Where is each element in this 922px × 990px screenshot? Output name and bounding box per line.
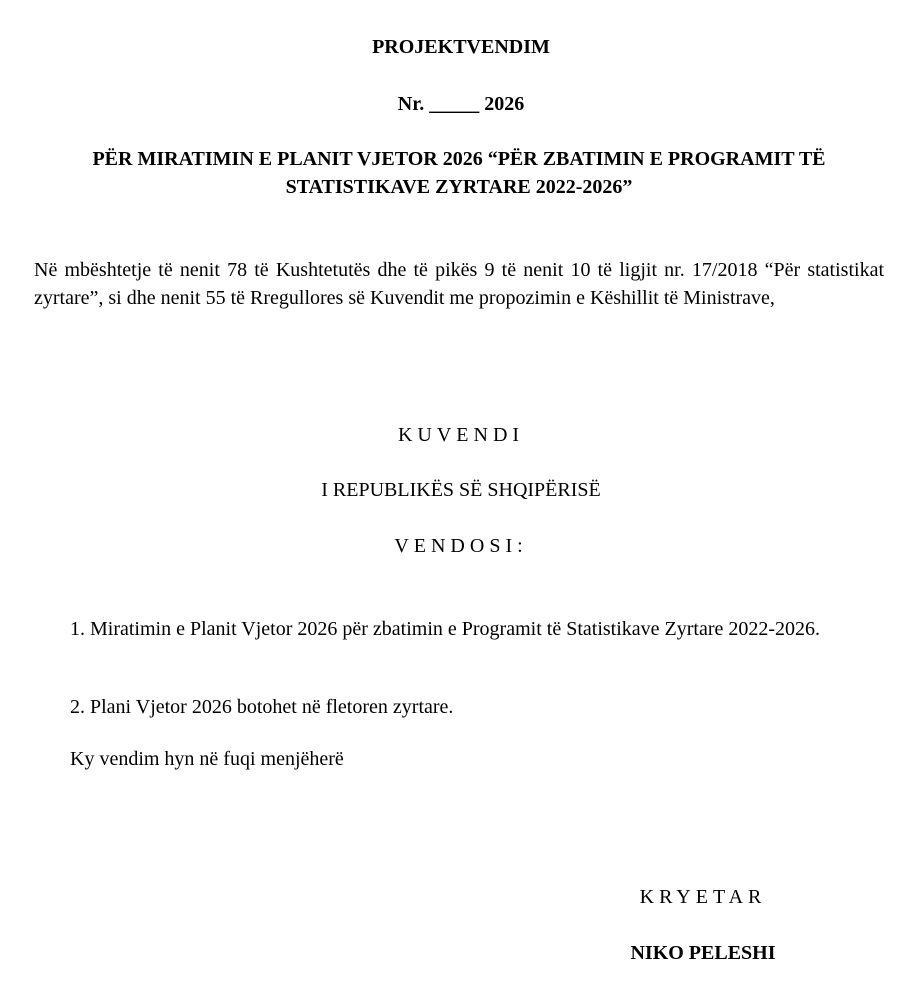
preamble-paragraph: Në mbështetje të nenit 78 të Kushtetutës dhe të pikës 9 të nenit 10 të ligjit nr. 17/2018 “Për statistikat zyrtare”, si dhe nenit 55 të Rregullores së Kuvendit me propozimin e Këshillit të Ministrave,	[34, 259, 884, 309]
signature-name: NIKO PELESHI	[630, 942, 776, 964]
republic-name: I REPUBLIKËS SË SHQIPËRISË	[321, 479, 601, 501]
signature-role: KRYETAR	[639, 886, 767, 908]
effect-statement: Ky vendim hyn në fuqi menjëherë	[70, 748, 344, 770]
document-heading: PROJEKTVENDIM	[372, 36, 550, 58]
decides-heading: VENDOSI:	[394, 535, 528, 557]
document-number: Nr. _____ 2026	[397, 93, 525, 115]
document-title: PËR MIRATIMIN E PLANIT VJETOR 2026 “PËR ZBATIMIN E PROGRAMIT TË STATISTIKAVE ZYRTARE 2022-2026”	[92, 148, 826, 198]
decision-item-1: 1. Miratimin e Planit Vjetor 2026 për zbatimin e Programit të Statistikave Zyrtare 2022-2026.	[70, 618, 821, 640]
decision-item-2: 2. Plani Vjetor 2026 botohet në fletoren zyrtare.	[70, 696, 454, 718]
institution-name: KUVENDI	[397, 424, 525, 446]
